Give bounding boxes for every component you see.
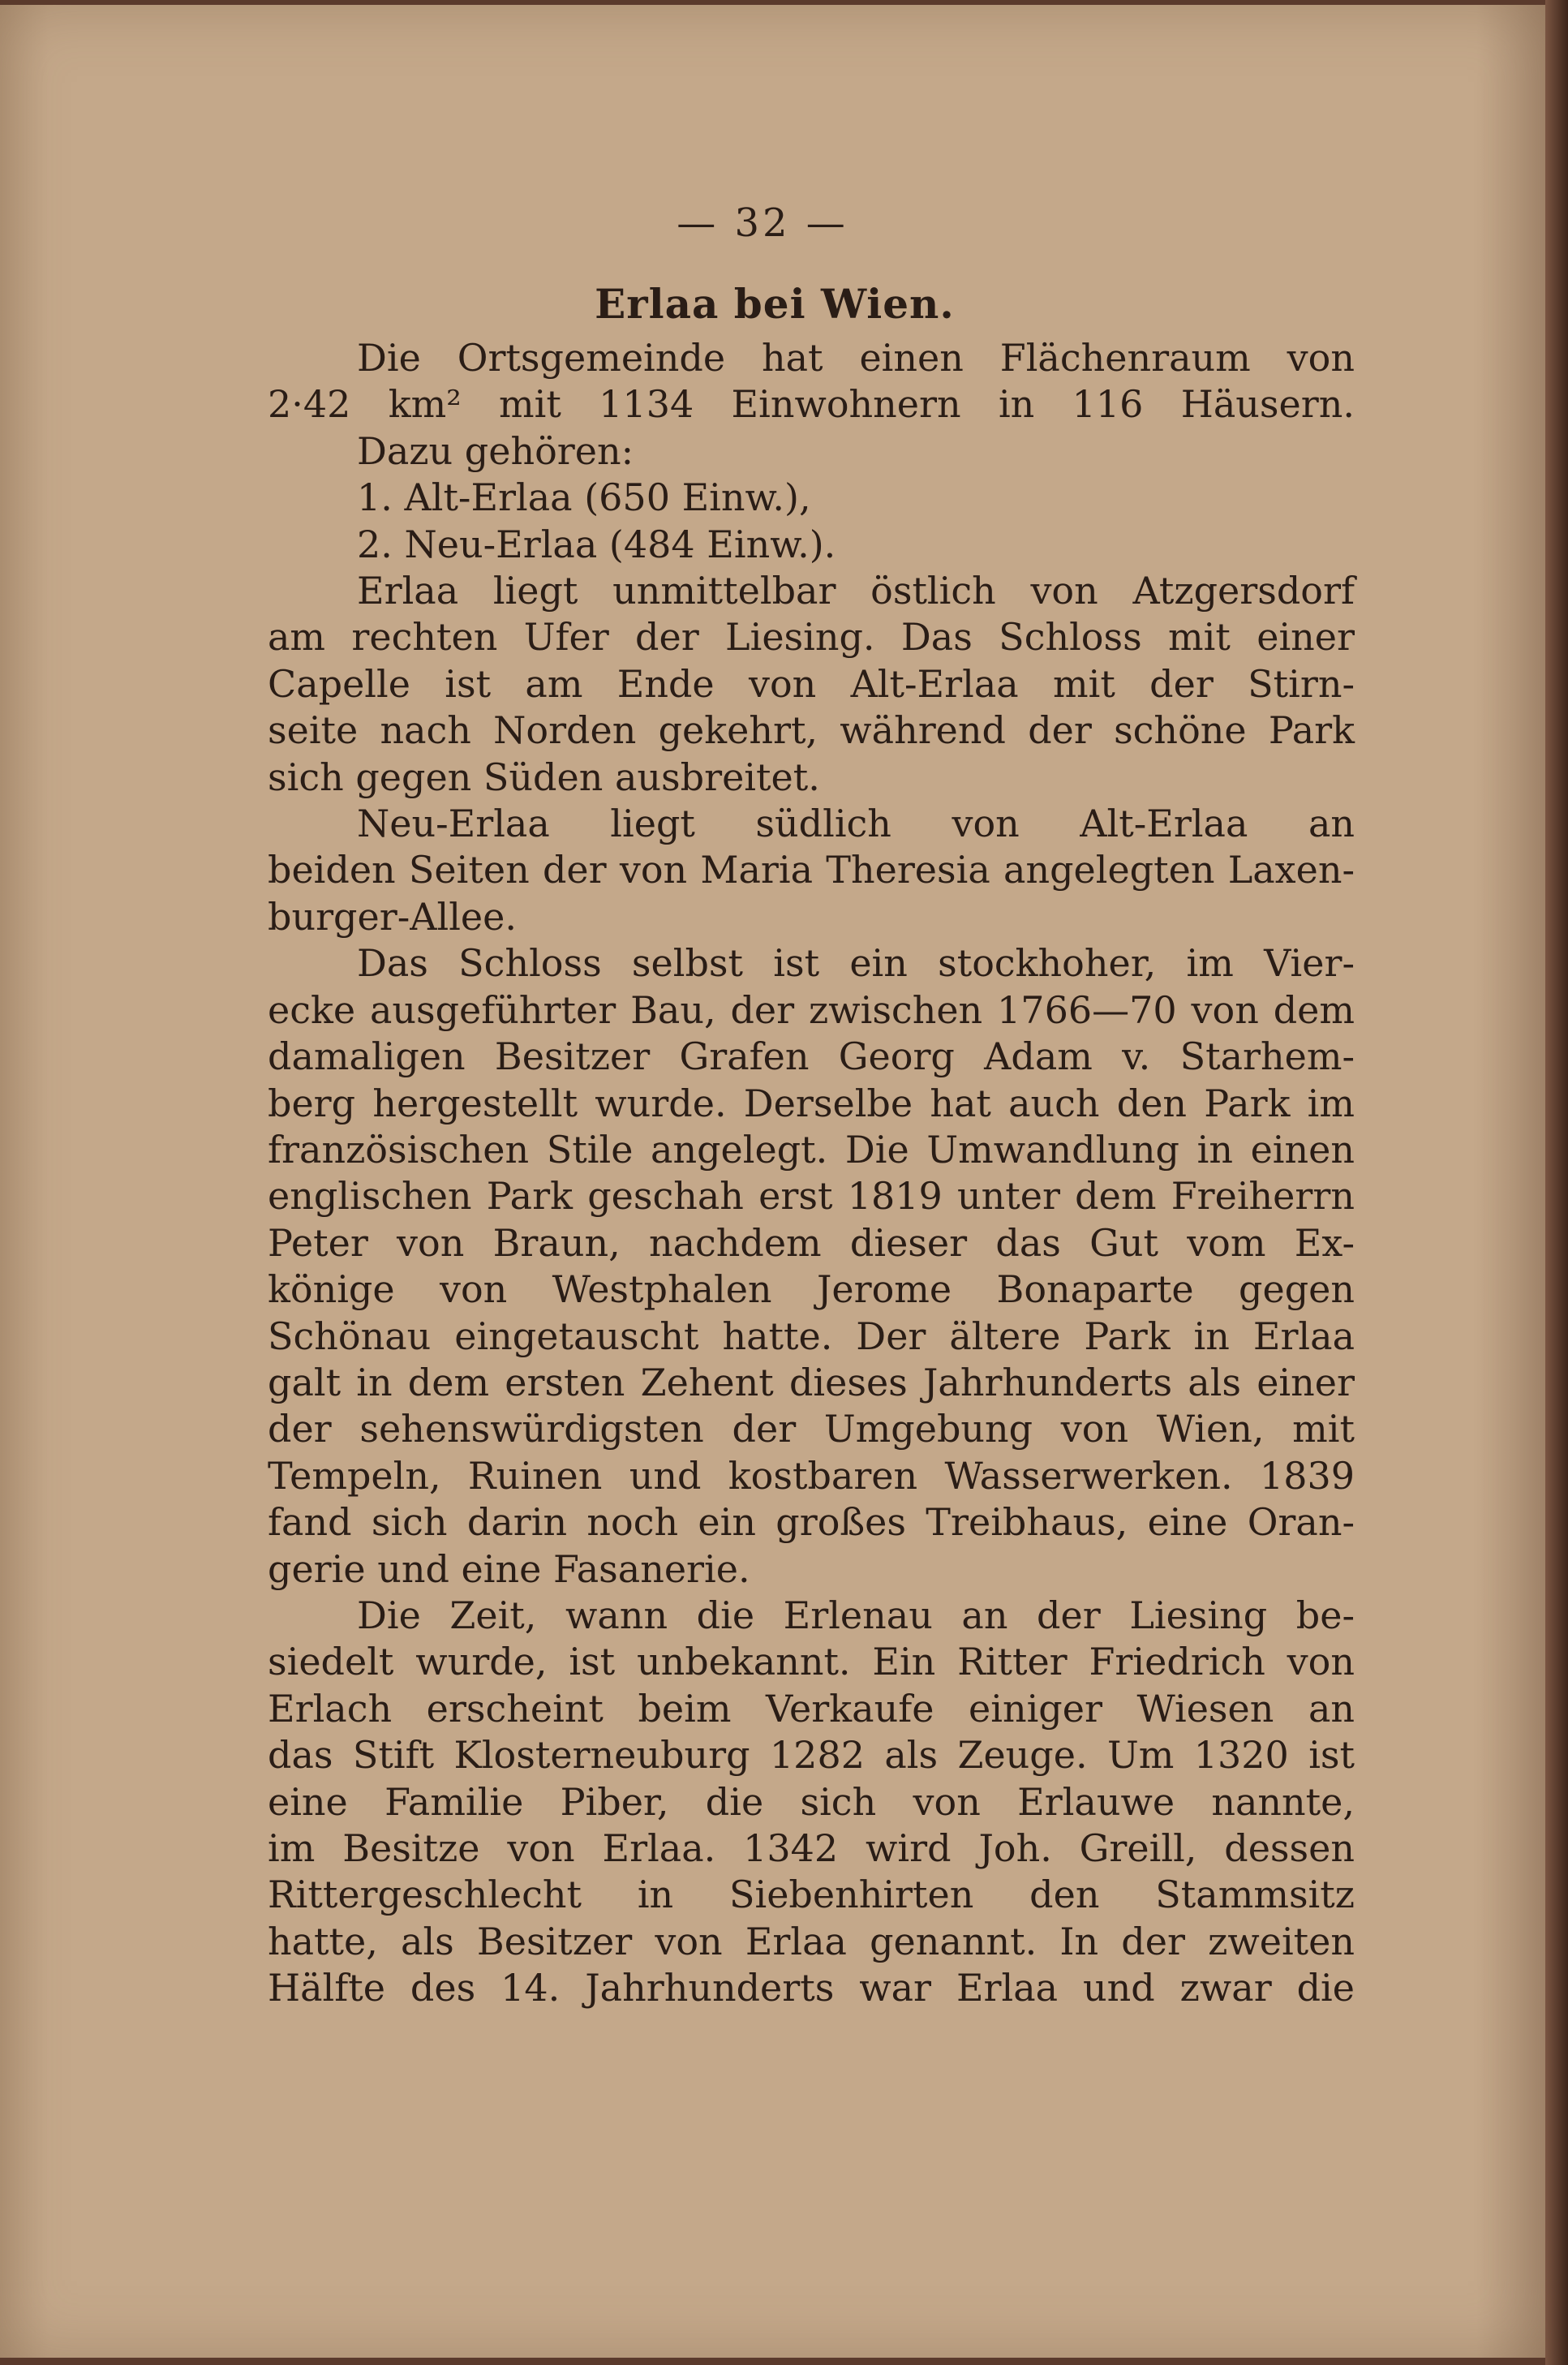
page-text (268, 199, 1355, 2012)
text-line: damaligen Besitzer Grafen Georg Adam v. Starhem- (268, 1034, 1355, 1079)
text-line: Peter von Braun, nachdem dieser das Gut vom Ex- (268, 1220, 1355, 1265)
text-line: am rechten Ufer der Liesing. Das Schloss mit einer (268, 615, 1355, 660)
text-line: burger-Allee. (268, 894, 517, 939)
text-line: Erlach erscheint beim Verkaufe einiger Wiesen an (268, 1686, 1355, 1731)
text-line: Neu-Erlaa liegt südlich von Alt-Erlaa an (357, 802, 1355, 846)
page-number: — 32 — (677, 200, 848, 246)
book-spine (1545, 0, 1568, 2365)
text-line: sich gegen Süden ausbreitet. (268, 755, 820, 799)
text-line: berg hergestellt wurde. Derselbe hat auch den Park im (268, 1081, 1355, 1125)
text-line: 1. Alt-Erlaa (650 Einw.), (357, 475, 811, 520)
text-line: der sehenswürdigsten der Umgebung von Wien, mit (268, 1407, 1355, 1451)
text-line: das Stift Klosterneuburg 1282 als Zeuge. Um 1320 ist (268, 1733, 1355, 1778)
text-line: ecke ausgeführter Bau, der zwischen 1766—70 von dem (268, 987, 1355, 1032)
text-line: französischen Stile angelegt. Die Umwandlung in einen (268, 1127, 1355, 1172)
text-line: Das Schloss selbst ist ein stockhoher, im Vier- (357, 941, 1355, 986)
text-line: 2·42 km² mit 1134 Einwohnern in 116 Häusern. (268, 382, 1355, 427)
text-line: galt in dem ersten Zehent dieses Jahrhunderts als einer (268, 1360, 1355, 1404)
text-line: Tempeln, Ruinen und kostbaren Wasserwerken. 1839 (268, 1453, 1355, 1498)
text-line: seite nach Norden gekehrt, während der schöne Park (268, 708, 1355, 753)
text-line: Rittergeschlecht in Siebenhirten den Stammsitz (268, 1873, 1355, 1917)
text-line: Die Zeit, wann die Erlenau an der Liesing be- (357, 1593, 1355, 1637)
text-line: Hälfte des 14. Jahrhunderts war Erlaa und zwar die (268, 1966, 1355, 2010)
page-title: Erlaa bei Wien. (595, 280, 955, 328)
text-line: eine Familie Piber, die sich von Erlauwe nannte, (268, 1779, 1355, 1824)
text-line: gerie und eine Fasanerie. (268, 1546, 750, 1591)
text-line: Capelle ist am Ende von Alt-Erlaa mit der Stirn- (268, 661, 1355, 706)
text-line: Dazu gehören: (357, 428, 634, 473)
text-line: Erlaa liegt unmittelbar östlich von Atzgersdorf (357, 569, 1355, 613)
text-line: Die Ortsgemeinde hat einen Flächenraum von (357, 336, 1355, 380)
text-line: 2. Neu-Erlaa (484 Einw.). (357, 522, 836, 566)
text-line: englischen Park geschah erst 1819 unter dem Freiherrn (268, 1174, 1355, 1219)
text-line: hatte, als Besitzer von Erlaa genannt. In der zweiten (268, 1919, 1355, 1963)
text-line: im Besitze von Erlaa. 1342 wird Joh. Greill, dessen (268, 1826, 1355, 1870)
text-line: fand sich darin noch ein großes Treibhaus, eine Oran- (268, 1500, 1355, 1545)
text-line: könige von Westphalen Jerome Bonaparte gegen (268, 1267, 1355, 1312)
text-line: Schönau eingetauscht hatte. Der ältere Park in Erlaa (268, 1314, 1355, 1358)
text-line: beiden Seiten der von Maria Theresia angelegten Laxen- (268, 848, 1355, 892)
text-line: siedelt wurde, ist unbekannt. Ein Ritter Friedrich von (268, 1640, 1355, 1684)
